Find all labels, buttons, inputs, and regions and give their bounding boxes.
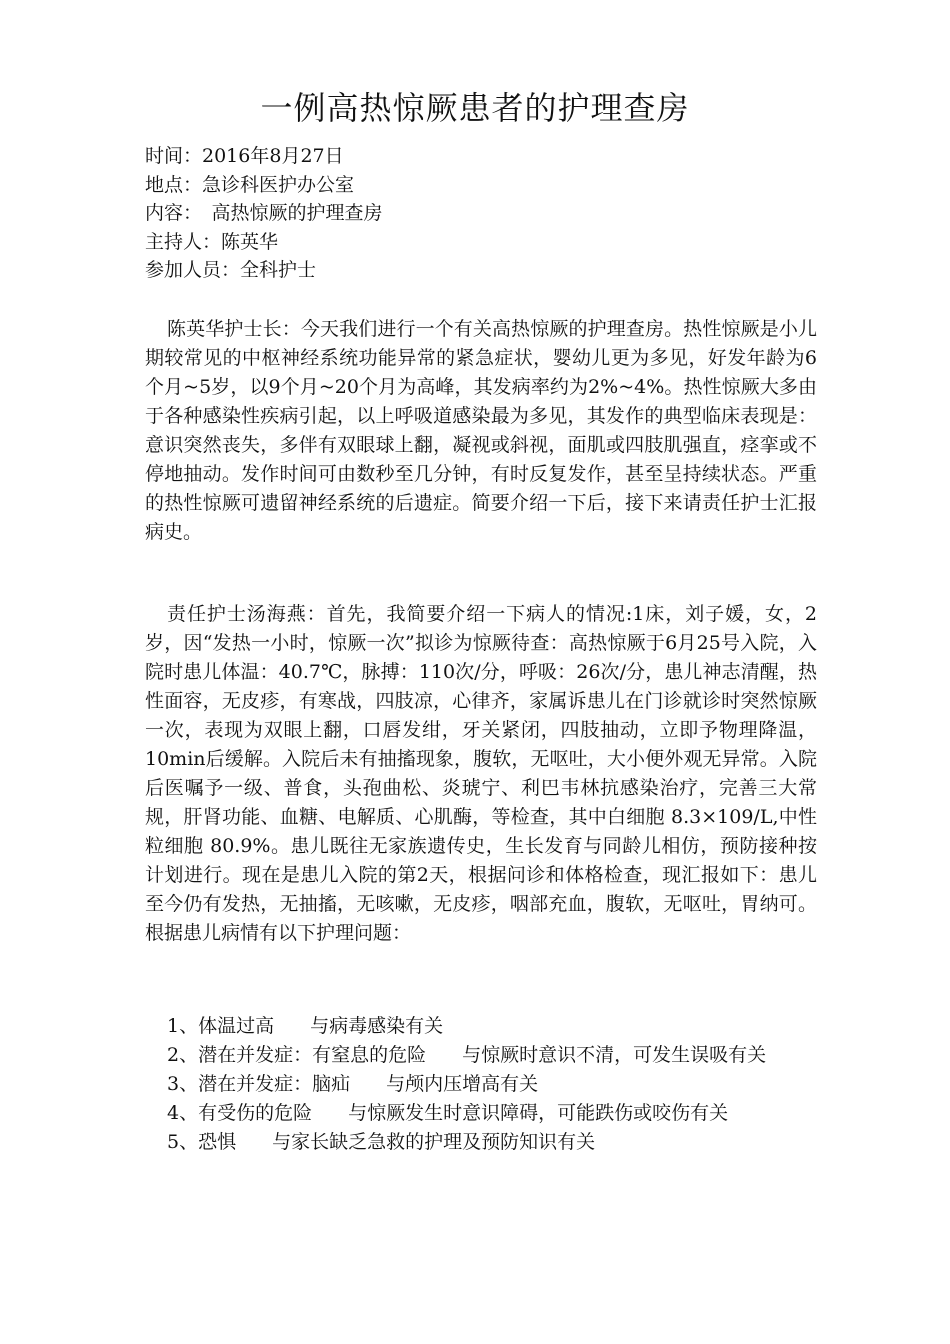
- meeting-host: 主持人：陈英华: [145, 230, 279, 253]
- problem-title: 3、潜在并发症：脑疝: [167, 1073, 351, 1095]
- case-history-report: 责任护士汤海燕：首先，我简要介绍一下病人的情况:1床，刘子媛，女，2岁，因“发热一小时，惊厥一次”拟诊为惊厥待查：高热惊厥于6月25号入院，入院时患儿体温：40.7℃，脉搏：110次/分，呼吸：26次/分，患儿神志清醒，热性面容，无皮疹，有寒战，四肢凉，心律齐，家属诉患儿在门诊就诊时突然惊厥一次，表现为双眼上翻，口唇发绀，牙关紧闭，四肢抽动，立即予物理降温，10min后缓解。入院后未有抽搐现象，腹软，无呕吐，大小便外观无异常。入院后医嘱予一级、普食，头孢曲松、炎琥宁、利巴韦林抗感染治疗，完善三大常规，肝肾功能、血糖、电解质、心肌酶，等检查，其中白细胞 8.3×109/L,中性粒细胞 80.9%。患儿既往无家族遗传史，生长发育与同龄儿相仿，预防接种按计划进行。现在是患儿入院的第2天，根据问诊和体格检查，现汇报如下：患儿至今仍有发热，无抽搐，无咳嗽，无皮疹，咽部充血，腹软，无呕吐，胃纳可。根据患儿病情有以下护理问题：: [145, 603, 817, 944]
- nursing-problem-item: [145, 1128, 817, 1157]
- nursing-problem-item: [145, 1041, 817, 1070]
- problem-reason: 与惊厥发生时意识障碍，可能跌伤或咬伤有关: [348, 1102, 729, 1124]
- problem-reason: 与病毒感染有关: [310, 1015, 444, 1037]
- meeting-info: [145, 142, 825, 285]
- meeting-time: 时间：2016年8月27日: [145, 145, 344, 167]
- problem-title: 4、有受伤的危险: [167, 1102, 313, 1124]
- meeting-content: 内容： 高热惊厥的护理查房: [145, 202, 383, 225]
- problem-title: 1、体温过高: [167, 1015, 275, 1037]
- nursing-problems-list: [145, 1012, 817, 1157]
- problem-reason: 与惊厥时意识不清，可发生误吸有关: [462, 1044, 767, 1066]
- meeting-participants: 参加人员：全科护士: [145, 259, 317, 282]
- nursing-problem-item: [145, 1012, 817, 1041]
- nursing-problem-item: [145, 1070, 817, 1099]
- problem-title: 5、恐惧: [167, 1131, 237, 1153]
- problem-reason: 与家长缺乏急救的护理及预防知识有关: [272, 1131, 596, 1153]
- meeting-place: 地点：急诊科医护办公室: [145, 173, 355, 196]
- problem-reason: 与颅内压增高有关: [386, 1073, 539, 1095]
- nursing-problem-item: [145, 1099, 817, 1128]
- problem-title: 2、潜在并发症：有窒息的危险: [167, 1044, 427, 1066]
- head-nurse-introduction: 陈英华护士长：今天我们进行一个有关高热惊厥的护理查房。热性惊厥是小儿期较常见的中枢神经系统功能异常的紧急症状，婴幼儿更为多见，好发年龄为6个月~5岁，以9个月~20个月为高峰，其发病率约为2%~4%。热性惊厥大多由于各种感染性疾病引起，以上呼吸道感染最为多见，其发作的典型临床表现是：意识突然丧失，多伴有双眼球上翻，凝视或斜视，面肌或四肢肌强直，痉挛或不停地抽动。发作时间可由数秒至几分钟，有时反复发作，甚至呈持续状态。严重的热性惊厥可遗留神经系统的后遗症。简要介绍一下后，接下来请责任护士汇报病史。: [145, 318, 817, 543]
- page-title: 一例高热惊厥患者的护理查房: [260, 89, 690, 127]
